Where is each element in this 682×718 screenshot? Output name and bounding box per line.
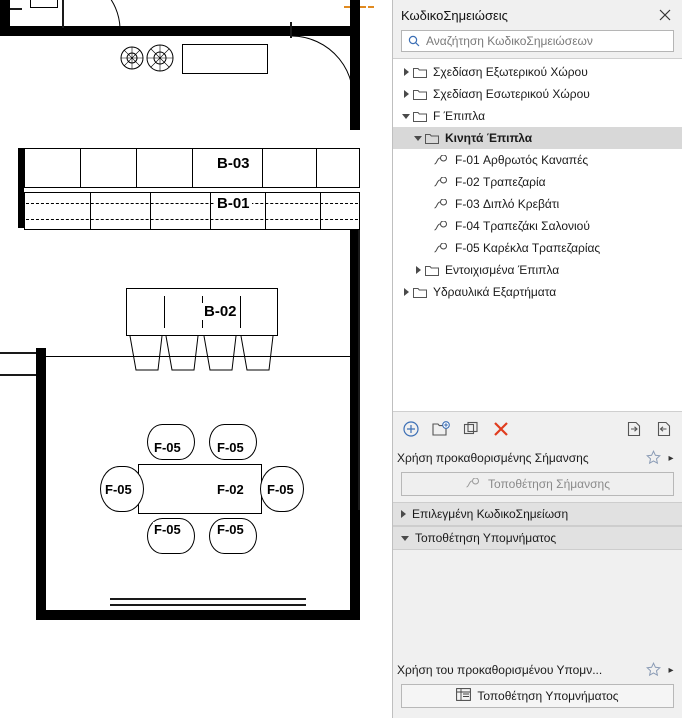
panel-filler [393, 550, 682, 658]
room-floor-line [46, 356, 350, 357]
window-bottom-1 [110, 604, 306, 606]
chevron-right-icon[interactable] [411, 259, 425, 281]
plant-symbol-2 [144, 42, 176, 74]
chevron-down-icon[interactable] [399, 105, 413, 127]
section-label: Επιλεγμένη ΚωδικοΣημείωση [412, 507, 569, 521]
tree-node-f02[interactable] [393, 171, 682, 193]
tree-node-f03[interactable] [393, 193, 682, 215]
plant-symbol-1 [118, 44, 146, 72]
tree-node-label: Κινητά Έπιπλα [445, 131, 533, 145]
chevron-right-icon[interactable]: ▸ [668, 452, 674, 464]
b01-div-3 [210, 192, 211, 230]
tree-node-label: Υδραυλικά Εξαρτήματα [433, 285, 557, 299]
tree-node-f04[interactable] [393, 215, 682, 237]
wall-right-thin [358, 230, 360, 360]
tree-node-label: F-02 Τραπεζαρία [455, 175, 546, 189]
furniture-tag-f05-5: F-05 [154, 522, 181, 537]
duplicate-note-icon[interactable] [461, 419, 481, 439]
chevron-down-icon[interactable] [401, 536, 409, 541]
export-notes-icon[interactable] [654, 419, 674, 439]
wall-left-main [36, 348, 46, 620]
close-icon[interactable] [656, 6, 674, 24]
wall-left-opening-2 [0, 374, 36, 376]
chevron-right-icon[interactable]: ▸ [668, 664, 674, 676]
tree-node-label: F-05 Καρέκλα Τραπεζαρίας [455, 241, 601, 255]
preset-marker-row[interactable] [393, 446, 682, 470]
folder-icon [413, 61, 429, 83]
plan-detail-rect [30, 0, 58, 8]
marker-icon [433, 149, 451, 171]
cabinet-div-2 [136, 148, 137, 188]
b01-div-5 [320, 192, 321, 230]
tree-node-furniture[interactable] [393, 105, 682, 127]
tree-node-exterior-design[interactable] [393, 61, 682, 83]
panel-header [393, 0, 682, 30]
legend-icon [456, 688, 471, 704]
furniture-tag-f05-4: F-05 [267, 482, 294, 497]
folder-icon [425, 127, 441, 149]
tree-node-label: Σχεδίαση Εσωτερικού Χώρου [433, 87, 590, 101]
place-legend-label: Τοποθέτηση Υπομνήματος [477, 689, 619, 703]
chevron-right-icon[interactable] [399, 61, 413, 83]
delete-note-icon[interactable] [491, 419, 511, 439]
tree-node-f01[interactable] [393, 149, 682, 171]
chevron-right-icon[interactable] [401, 510, 406, 518]
furniture-tag-f02: F-02 [217, 482, 244, 497]
preset-marker-label: Χρήση προκαθορισμένης Σήμανσης [397, 451, 589, 465]
cabinet-div-5 [316, 148, 317, 188]
star-icon[interactable] [646, 662, 662, 678]
section-selected-data-tag[interactable] [393, 502, 682, 526]
wall-right-thin-2 [358, 360, 360, 510]
star-icon[interactable] [646, 450, 662, 466]
b01-div-2 [150, 192, 151, 230]
cabinet-div-1 [80, 148, 81, 188]
wall-bottom [36, 610, 360, 620]
section-label: Τοποθέτηση Υπομνήματος [415, 531, 557, 545]
search-icon [408, 35, 420, 47]
tree-node-label: F-04 Τραπεζάκι Σαλονιού [455, 219, 590, 233]
b01-dash-2 [26, 219, 358, 220]
tree-node-label: F-01 Αρθρωτός Καναπές [455, 153, 589, 167]
room-tag-b03: B-03 [217, 155, 250, 172]
data-tags-panel [392, 0, 682, 718]
tree-node-movable-furniture[interactable] [393, 127, 682, 149]
place-legend-button[interactable] [401, 684, 674, 708]
panel-title: ΚωδικοΣημειώσεις [401, 7, 508, 23]
folder-icon [425, 259, 441, 281]
place-marker-label: Τοποθέτηση Σήμανσης [488, 477, 610, 491]
chevron-right-icon[interactable] [399, 83, 413, 105]
marker-icon [433, 237, 451, 259]
door-arc-top-left [62, 0, 122, 34]
b01-div-1 [90, 192, 91, 230]
tree-toolbar [393, 412, 682, 446]
folder-icon [413, 105, 429, 127]
marker-icon [465, 477, 482, 491]
tree-node-plumbing-fixtures[interactable] [393, 281, 682, 303]
marker-icon [433, 171, 451, 193]
tree-node-interior-design[interactable] [393, 83, 682, 105]
section-place-legend[interactable] [393, 526, 682, 550]
search-placeholder: Αναζήτηση ΚωδικοΣημειώσεων [426, 34, 593, 48]
data-tag-tree[interactable] [393, 58, 682, 412]
tree-node-label: F-03 Διπλό Κρεβάτι [455, 197, 560, 211]
room-tag-b02: B-02 [204, 303, 237, 320]
marker-icon [433, 215, 451, 237]
tree-node-builtin-furniture[interactable] [393, 259, 682, 281]
import-notes-icon[interactable] [624, 419, 644, 439]
cabinet-div-4 [262, 148, 263, 188]
folder-icon [413, 83, 429, 105]
chevron-right-icon[interactable] [399, 281, 413, 303]
wall-top-left-stub [0, 0, 10, 36]
tree-node-label: Εντοιχισμένα Έπιπλα [445, 263, 560, 277]
outdoor-table [182, 44, 268, 74]
furniture-run-b01 [24, 192, 360, 230]
wall-left-opening [0, 352, 36, 354]
tree-node-label: Σχεδίαση Εξωτερικού Χώρου [433, 65, 588, 79]
wall-top [0, 26, 360, 36]
furniture-tag-f05-6: F-05 [217, 522, 244, 537]
search-row [393, 30, 682, 58]
b01-dash-1 [26, 203, 358, 204]
furniture-tag-f05-3: F-05 [105, 482, 132, 497]
b02-div-1 [164, 296, 165, 328]
chevron-down-icon[interactable] [411, 127, 425, 149]
preset-legend-label: Χρήση του προκαθορισμένου Υπομν... [397, 663, 603, 677]
folder-icon [413, 281, 429, 303]
door-arc-right [290, 36, 356, 116]
door-leaf-right [290, 22, 292, 38]
new-note-from-folder-icon[interactable] [431, 419, 451, 439]
place-marker-button[interactable] [401, 472, 674, 496]
b02-div-3 [240, 296, 241, 328]
marker-icon [433, 193, 451, 215]
tree-node-f05[interactable] [393, 237, 682, 259]
cabinet-div-3 [192, 148, 193, 188]
search-input[interactable] [401, 30, 674, 52]
room-tag-b01: B-01 [217, 195, 250, 212]
window-bottom-2 [110, 598, 306, 600]
tree-node-label: F Έπιπλα [433, 109, 486, 123]
furniture-tag-f05-1: F-05 [154, 440, 181, 455]
furniture-tag-f05-2: F-05 [217, 440, 244, 455]
panel-bottom-pad [393, 714, 682, 718]
new-note-icon[interactable] [401, 419, 421, 439]
preset-legend-row[interactable] [393, 658, 682, 682]
b01-div-4 [265, 192, 266, 230]
